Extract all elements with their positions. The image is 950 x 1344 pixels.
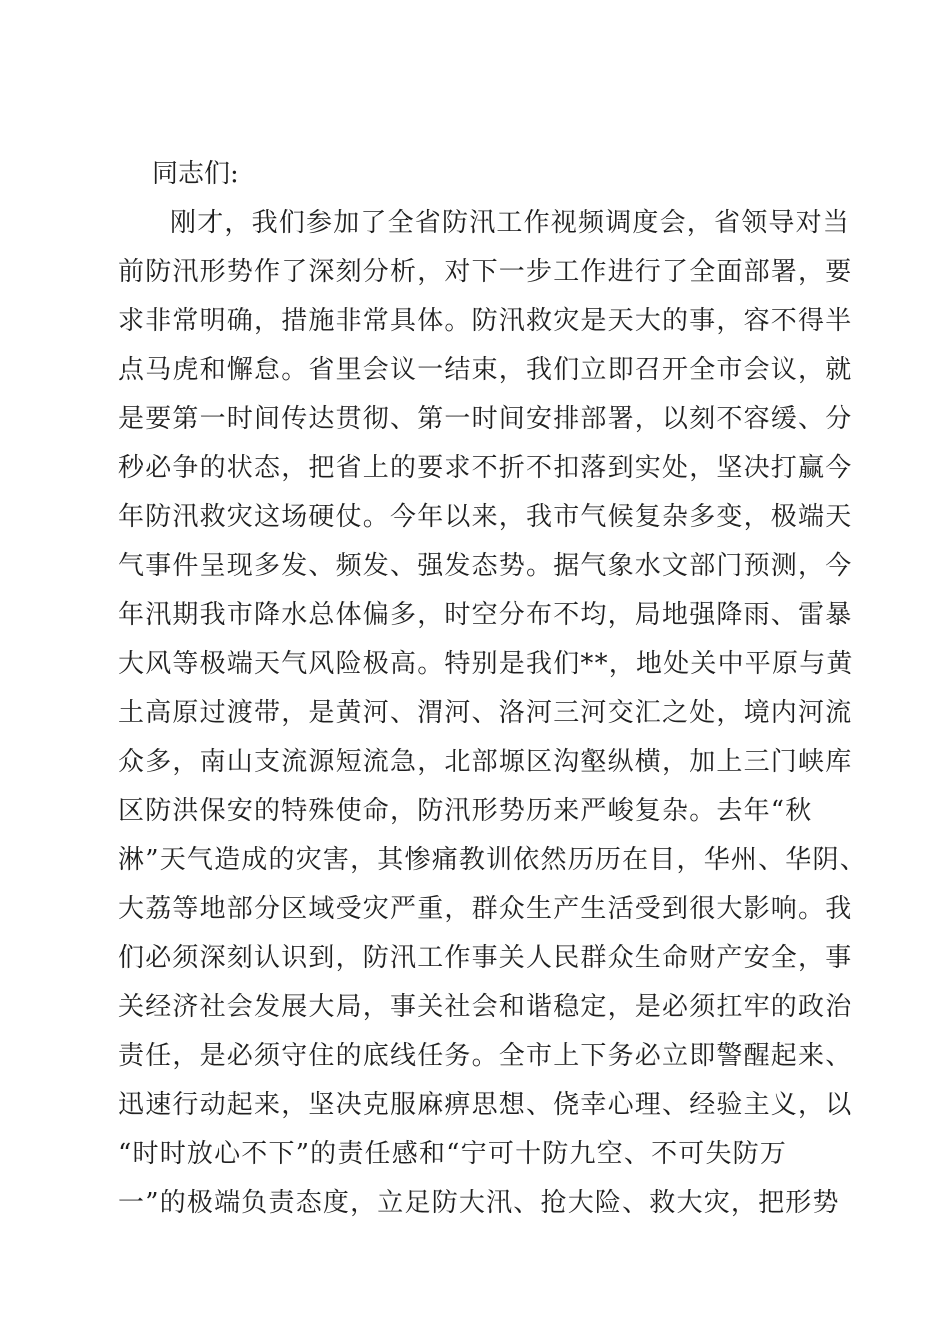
text-line: 气事件呈现多发、频发、强发态势。据气象水文部门预测，今 (118, 551, 853, 581)
text-line: 迅速行动起来，坚决克服麻痹思想、侥幸心理、经验主义，以 (118, 1090, 853, 1120)
text-line: 责任，是必须守住的底线任务。全市上下务必立即警醒起来、 (118, 1041, 853, 1071)
text-line: 大荔等地部分区域受灾严重，群众生产生活受到很大影响。我 (118, 894, 853, 924)
text-line: “时时放心不下”的责任感和“宁可十防九空、不可失防万 (118, 1139, 788, 1169)
speech-paragraph (118, 199, 867, 1228)
text-line: 点马虎和懈怠。省里会议一结束，我们立即召开全市会议，就 (118, 355, 853, 385)
text-line: 一”的极端负责态度，立足防大汛、抢大险、救大灾，把形势 (118, 1188, 840, 1218)
text-line: 年汛期我市降水总体偏多，时空分布不均，局地强降雨、雷暴 (118, 600, 853, 630)
greeting: 同志们: (152, 159, 239, 189)
speech-text (118, 150, 867, 1228)
text-line: 淋”天气造成的灾害，其惨痛教训依然历历在目，华州、华阴、 (118, 845, 867, 875)
text-line: 刚才，我们参加了全省防汛工作视频调度会，省领导对当 (170, 208, 851, 238)
text-line: 关经济社会发展大局，事关社会和谐稳定，是必须扛牢的政治 (118, 992, 853, 1022)
text-line: 们必须深刻认识到，防汛工作事关人民群众生命财产安全，事 (118, 943, 853, 973)
text-line: 大风等极端天气风险极高。特别是我们**，地处关中平原与黄 (118, 649, 854, 679)
text-line: 众多，南山支流源短流急，北部塬区沟壑纵横，加上三门峡库 (118, 747, 853, 777)
text-line: 年防汛救灾这场硬仗。今年以来，我市气候复杂多变，极端天 (118, 502, 853, 532)
text-line: 求非常明确，措施非常具体。防汛救灾是天大的事，容不得半 (118, 306, 853, 336)
text-line: 前防汛形势作了深刻分析，对下一步工作进行了全面部署，要 (118, 257, 853, 287)
text-line: 是要第一时间传达贯彻、第一时间安排部署，以刻不容缓、分 (118, 404, 853, 434)
text-line: 土高原过渡带，是黄河、渭河、洛河三河交汇之处，境内河流 (118, 698, 853, 728)
text-line: 区防洪保安的特殊使命，防汛形势历来严峻复杂。去年“秋 (118, 796, 813, 826)
text-line: 秒必争的状态，把省上的要求不折不扣落到实处，坚决打赢今 (118, 453, 853, 483)
